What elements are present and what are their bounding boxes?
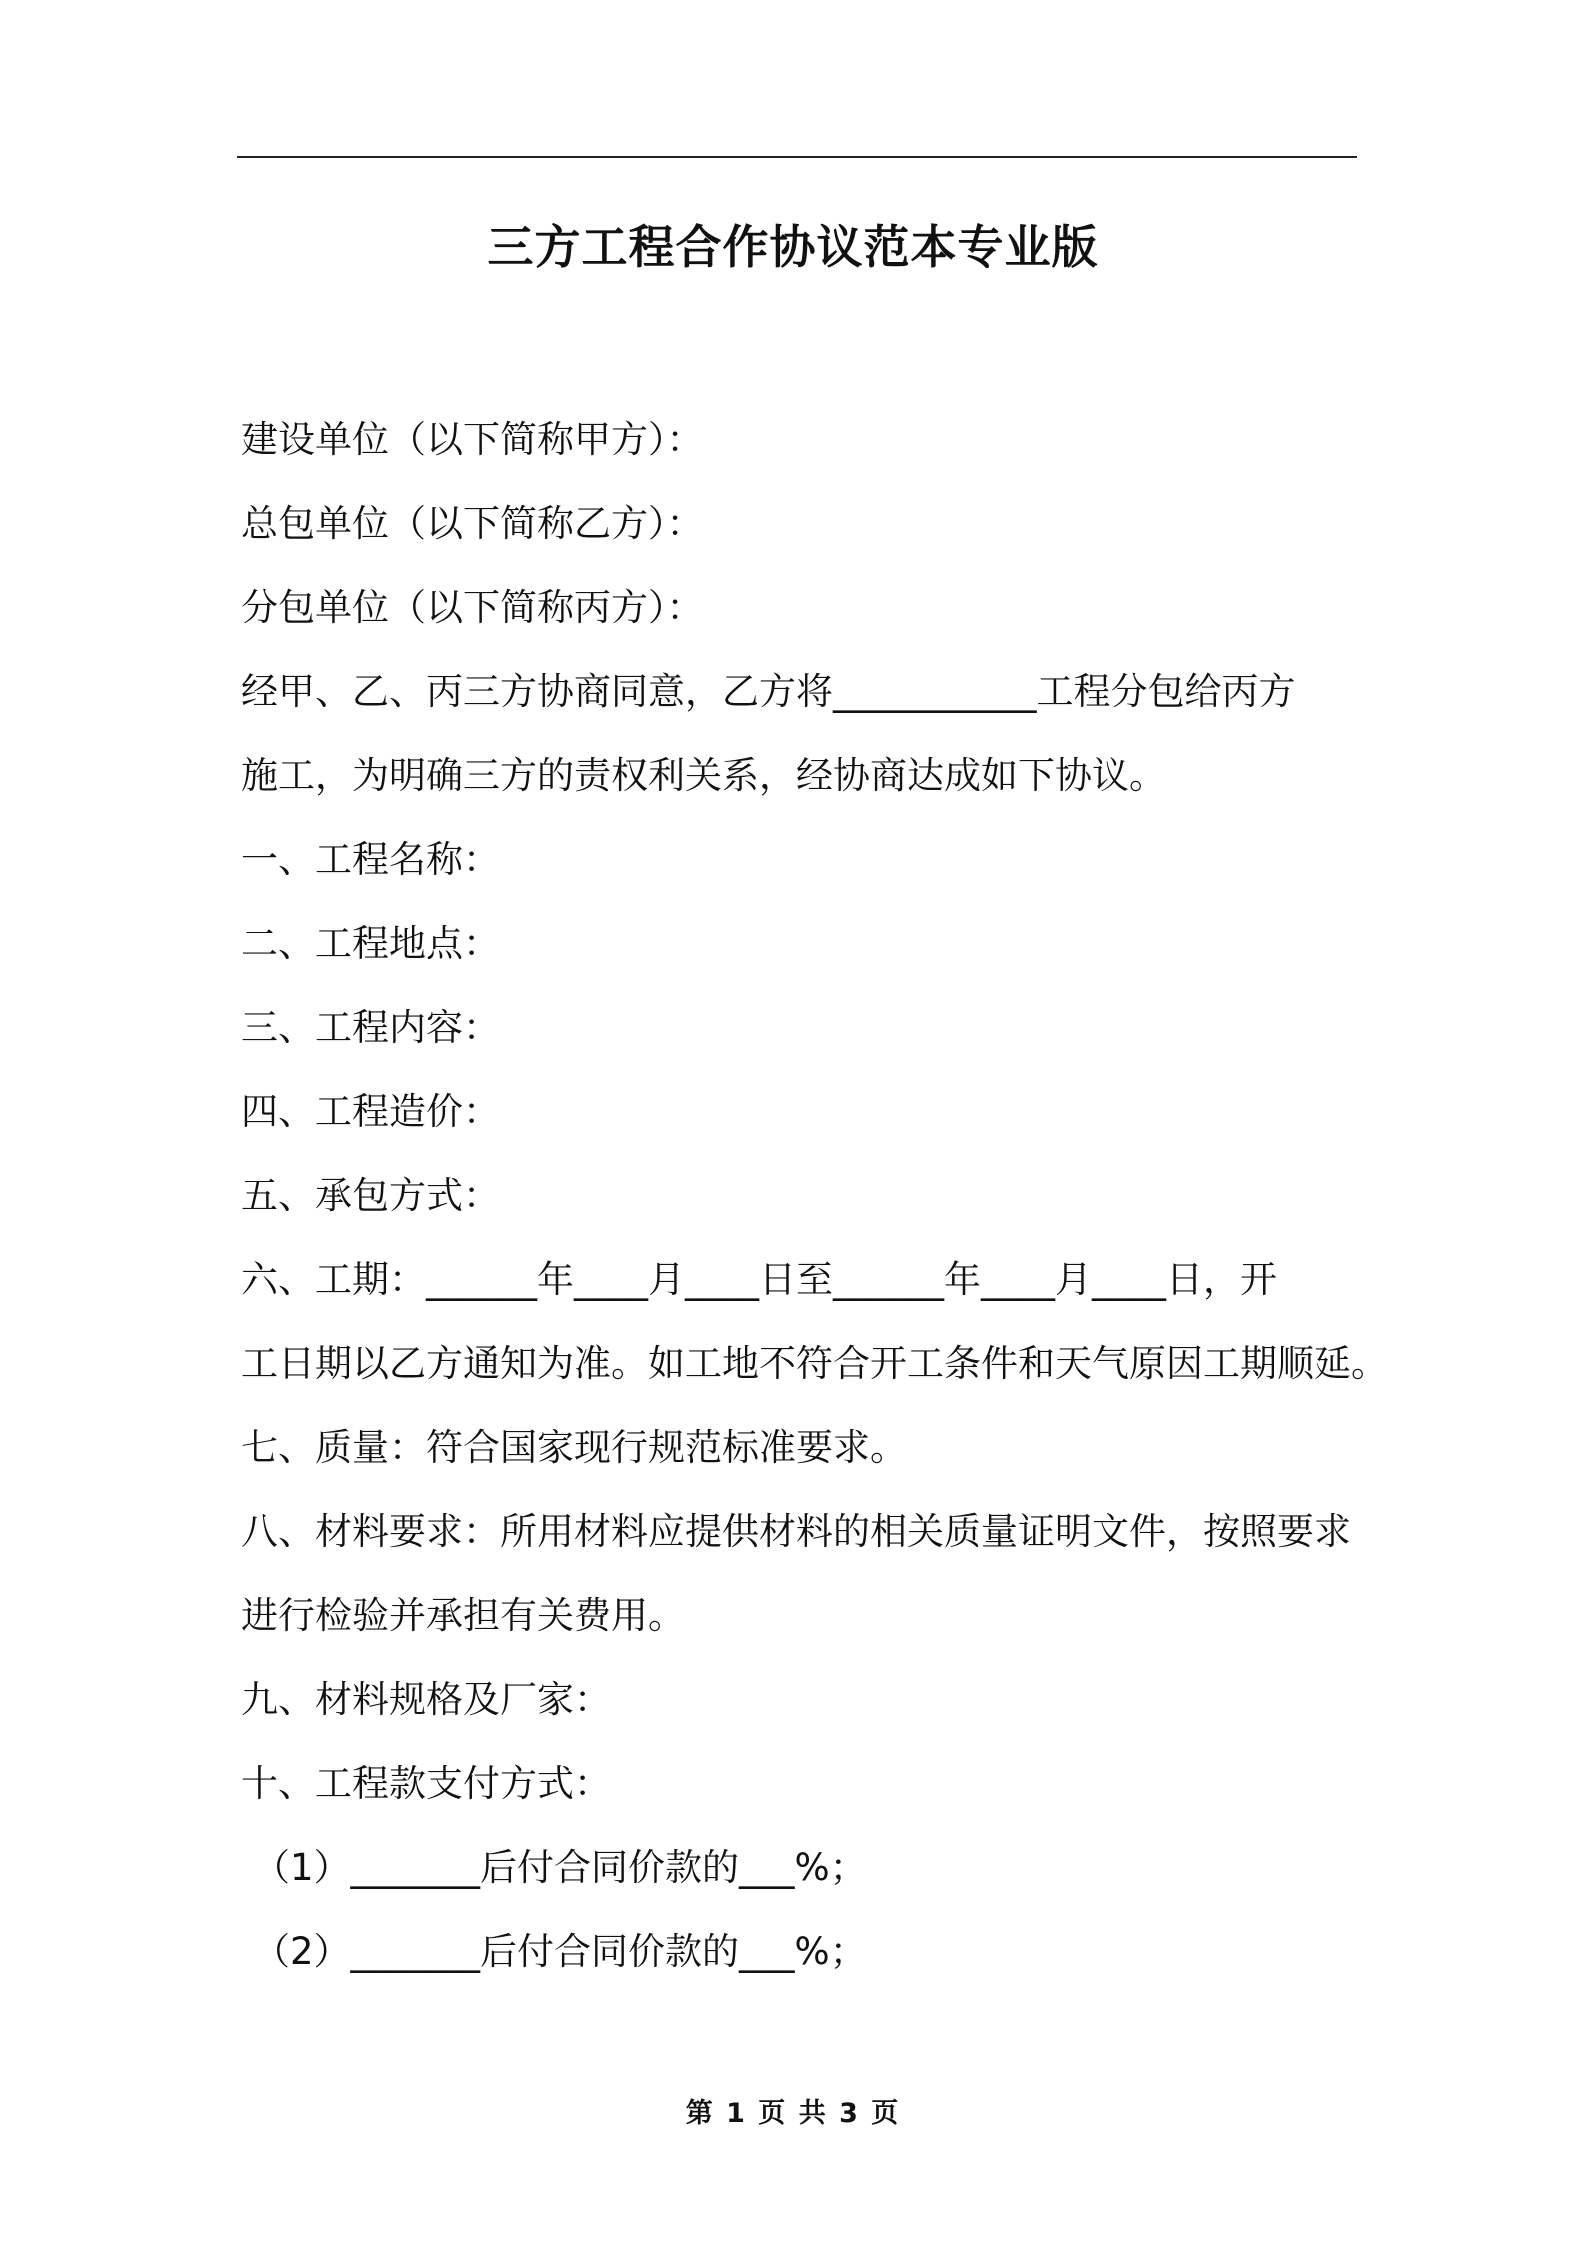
clause-quality: 七、质量：符合国家现行规范标准要求。 bbox=[241, 1426, 907, 1469]
clause-materials-continued: 进行检验并承担有关费用。 bbox=[241, 1594, 685, 1637]
page-number: 第 1 页 共 3 页 bbox=[685, 2098, 901, 2129]
payment-item: （2）_______后付合同价款的___%； bbox=[253, 1930, 867, 1973]
clause-schedule: 六、工期：______年____月____日至______年____月____日，开 bbox=[241, 1258, 1277, 1301]
clause-material-specs: 九、材料规格及厂家： bbox=[241, 1678, 611, 1721]
document-body bbox=[241, 398, 1391, 1994]
party-c-line: 分包单位（以下简称丙方）： bbox=[241, 586, 704, 629]
intro-paragraph-line: 经甲、乙、丙三方协商同意，乙方将___________工程分包给丙方 bbox=[241, 670, 1296, 713]
intro-paragraph-line: 施工，为明确三方的责权利关系，经协商达成如下协议。 bbox=[241, 754, 1166, 797]
clause-project-cost: 四、工程造价： bbox=[241, 1090, 500, 1133]
payment-item: （1）_______后付合同价款的___%； bbox=[253, 1846, 867, 1889]
clause-project-name: 一、工程名称： bbox=[241, 838, 500, 881]
party-b-line: 总包单位（以下简称乙方）： bbox=[241, 502, 704, 545]
clause-payment-method: 十、工程款支付方式： bbox=[241, 1762, 611, 1805]
clause-materials: 八、材料要求：所用材料应提供材料的相关质量证明文件，按照要求 bbox=[241, 1510, 1351, 1553]
clause-contract-method: 五、承包方式： bbox=[241, 1174, 500, 1217]
clause-project-content: 三、工程内容： bbox=[241, 1006, 500, 1049]
clause-project-location: 二、工程地点： bbox=[241, 922, 500, 965]
header-rule bbox=[237, 156, 1357, 158]
party-a-line: 建设单位（以下简称甲方）： bbox=[241, 418, 704, 461]
document-title: 三方工程合作协议范本专业版 bbox=[487, 220, 1099, 274]
clause-schedule-continued: 工日期以乙方通知为准。如工地不符合开工条件和天气原因工期顺延。 bbox=[241, 1342, 1388, 1385]
